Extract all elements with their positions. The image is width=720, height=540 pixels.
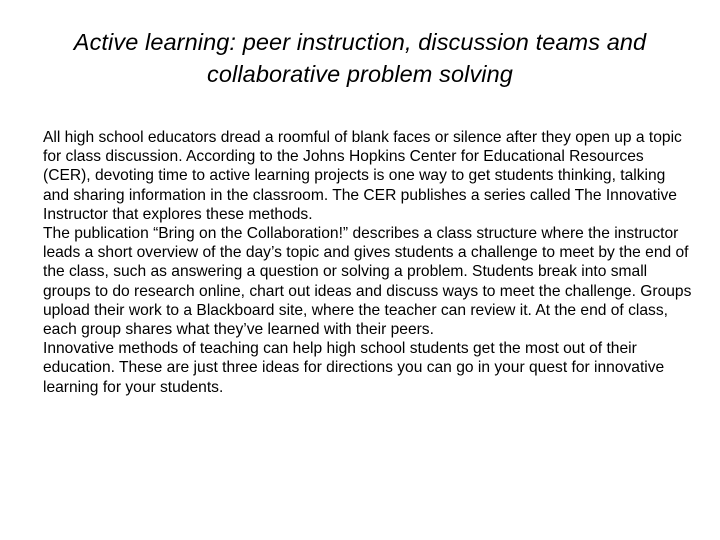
slide-title: Active learning: peer instruction, discussion teams and collaborative problem solving — [73, 29, 647, 87]
paragraph-conclusion: Innovative methods of teaching can help high school students get the most out of their education. These are just three ideas for directions you can go in your quest for innovative learning for your students. — [43, 340, 665, 396]
paragraph-collaboration-publication: The publication “Bring on the Collaboration!” describes a class structure where the instructor leads a short overview of the day’s topic and gives students a challenge to meet by the end of the class, such as answering a question or solving a problem. Students break into small groups to do research online, chart out ideas and discuss ways to meet the challenge. Groups upload their work to a Blackboard site, where the teacher can review it. At the end of class, each group shares what they’ve learned with their peers. — [43, 225, 692, 339]
slide-body — [43, 128, 693, 397]
paragraph-active-learning-intro: All high school educators dread a roomful of blank faces or silence after they open up a topic for class discussion. According to the Johns Hopkins Center for Educational Resources (CER), devoting time to active learning projects is one way to get students thinking, talking and sharing information in the classroom. The CER publishes a series called The Innovative Instructor that explores these methods. — [43, 129, 682, 223]
